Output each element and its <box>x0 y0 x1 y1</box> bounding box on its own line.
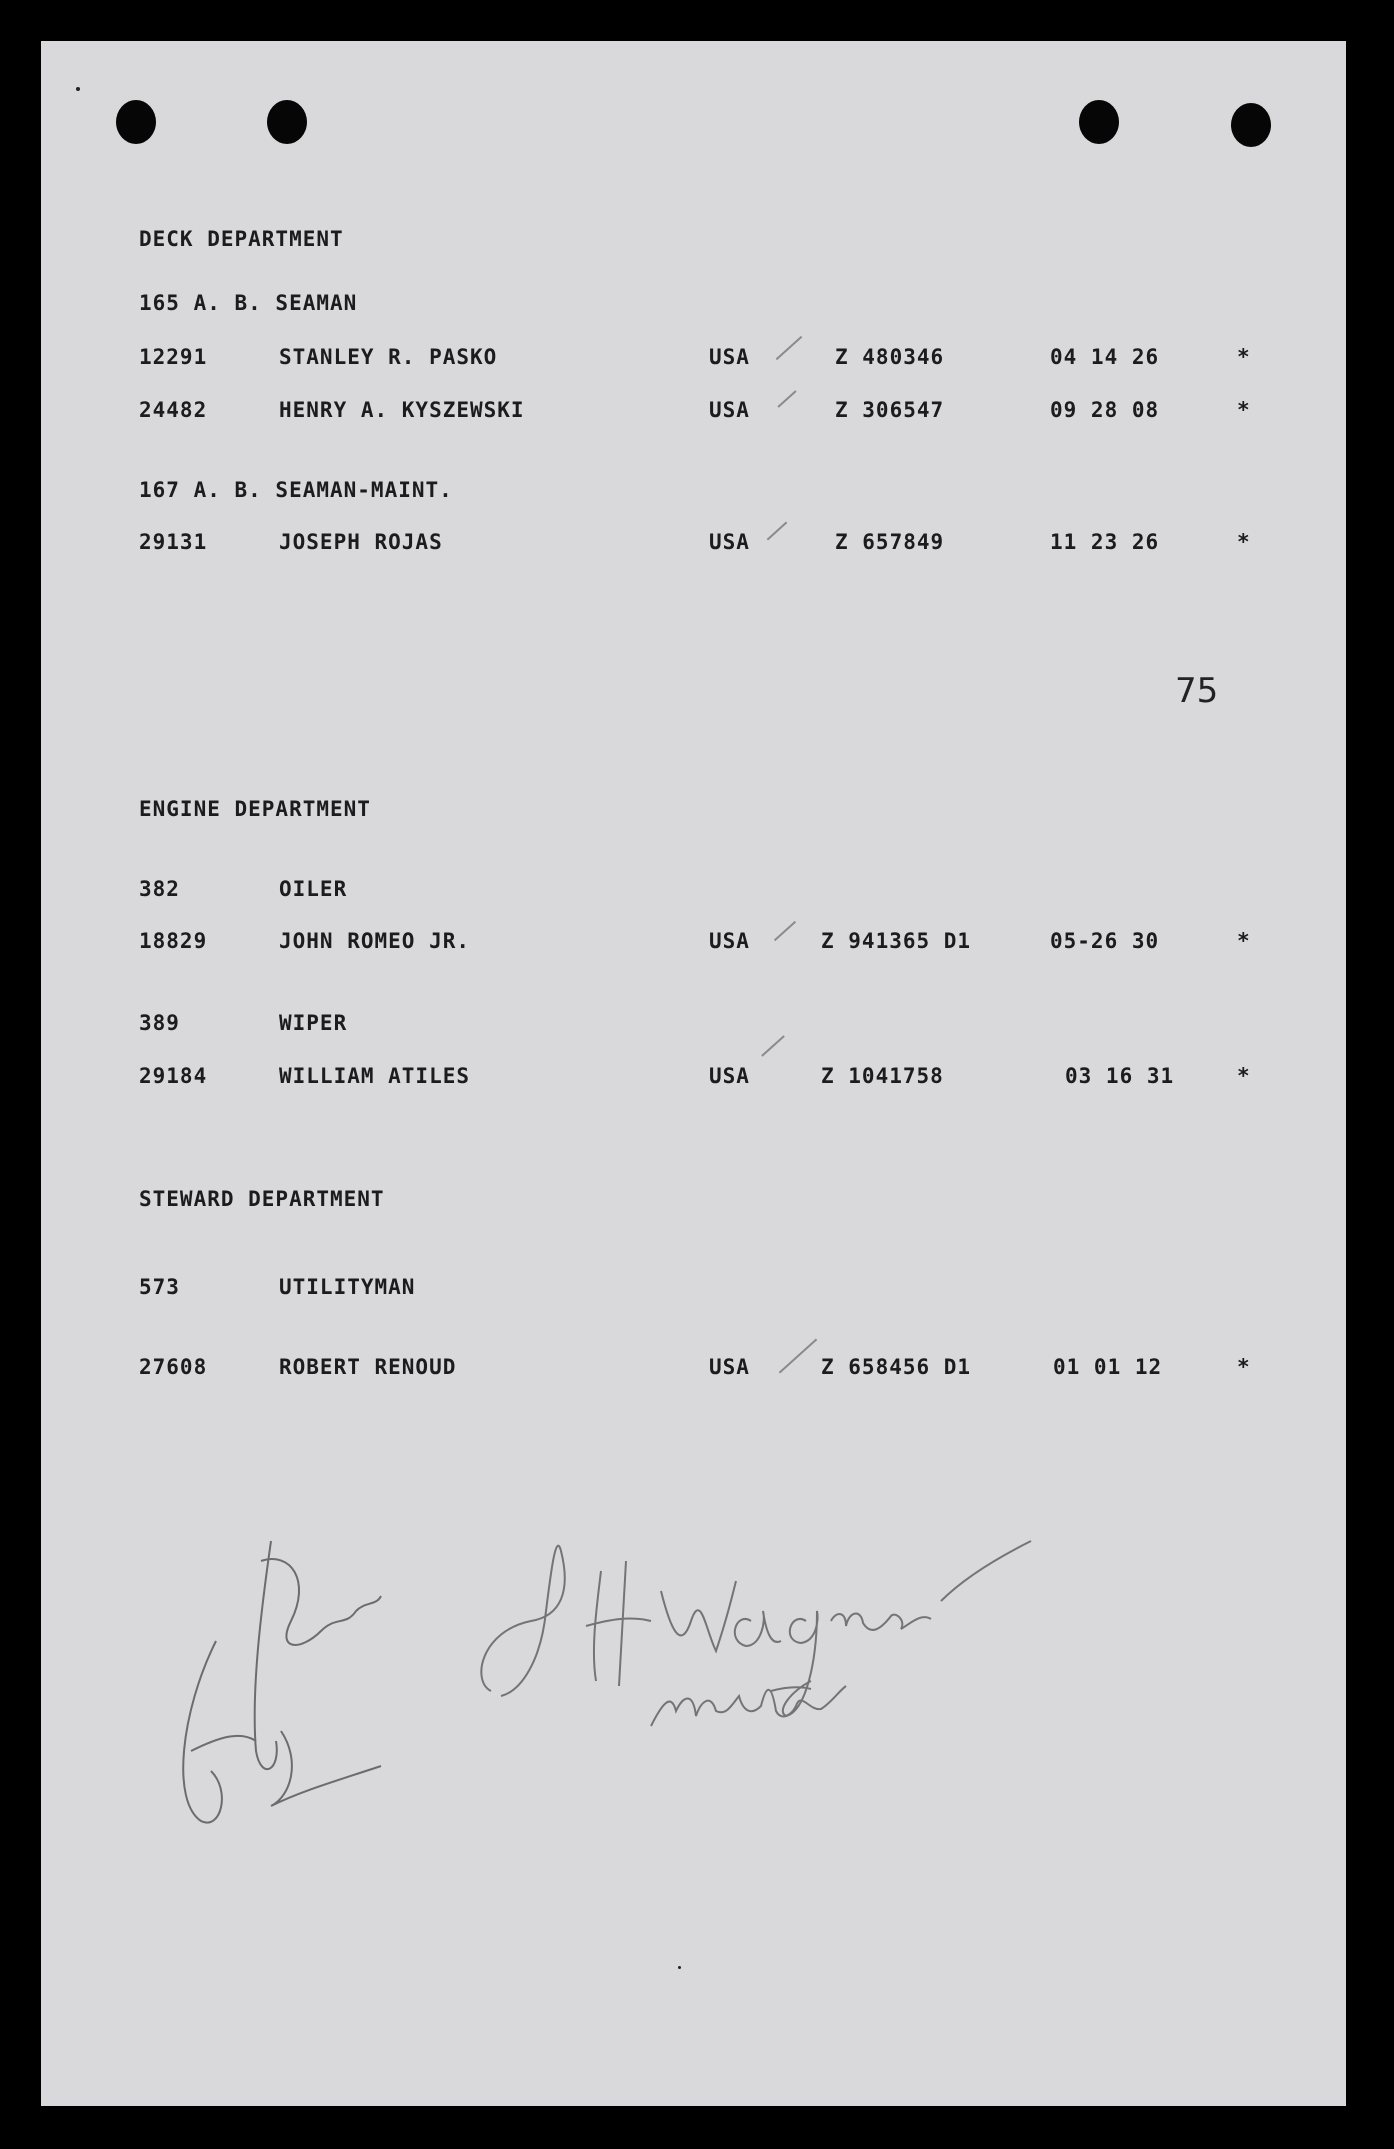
steward-department-heading: STEWARD DEPARTMENT <box>139 1187 385 1211</box>
crew-name: STANLEY R. PASKO <box>279 345 498 369</box>
check-mark <box>776 336 803 360</box>
crew-number: 24482 <box>139 398 208 422</box>
crew-z-number: Z 941365 D1 <box>821 929 972 953</box>
crew-name: JOHN ROMEO JR. <box>279 929 471 953</box>
crew-z-number: Z 1041758 <box>821 1064 944 1088</box>
crew-z-number: Z 658456 D1 <box>821 1355 972 1379</box>
rating-heading: UTILITYMAN <box>279 1275 416 1299</box>
crew-mark: * <box>1237 345 1251 369</box>
crew-number: 18829 <box>139 929 208 953</box>
engine-department-heading: ENGINE DEPARTMENT <box>139 797 371 821</box>
crew-nationality: USA <box>709 398 750 422</box>
crew-number: 29184 <box>139 1064 208 1088</box>
punch-hole <box>267 100 307 144</box>
rating-heading: WIPER <box>279 1011 348 1035</box>
check-mark <box>774 921 796 941</box>
crew-mark: * <box>1237 1064 1251 1088</box>
document-page <box>41 41 1346 2106</box>
crew-date: 04 14 26 <box>1050 345 1160 369</box>
crew-name: JOSEPH ROJAS <box>279 530 443 554</box>
crew-name: ROBERT RENOUD <box>279 1355 457 1379</box>
crew-z-number: Z 306547 <box>835 398 945 422</box>
crew-name: HENRY A. KYSZEWSKI <box>279 398 525 422</box>
crew-number: 29131 <box>139 530 208 554</box>
crew-nationality: USA <box>709 345 750 369</box>
crew-nationality: USA <box>709 1355 750 1379</box>
punch-hole <box>1079 100 1119 144</box>
crew-mark: * <box>1237 530 1251 554</box>
crew-mark: * <box>1237 398 1251 422</box>
crew-date: 09 28 08 <box>1050 398 1160 422</box>
rating-heading: 167 A. B. SEAMAN-MAINT. <box>139 478 453 502</box>
crew-z-number: Z 657849 <box>835 530 945 554</box>
page-number: 75 <box>1175 671 1219 711</box>
rating-code: 573 <box>139 1275 180 1299</box>
check-mark <box>761 1035 785 1057</box>
punch-hole <box>1231 103 1271 147</box>
crew-number: 27608 <box>139 1355 208 1379</box>
punch-hole <box>116 100 156 144</box>
crew-number: 12291 <box>139 345 208 369</box>
crew-name: WILLIAM ATILES <box>279 1064 471 1088</box>
rating-code: 382 <box>139 877 180 901</box>
crew-date: 05-26 30 <box>1050 929 1160 953</box>
crew-z-number: Z 480346 <box>835 345 945 369</box>
speck <box>678 1966 681 1969</box>
crew-nationality: USA <box>709 1064 750 1088</box>
rating-heading: OILER <box>279 877 348 901</box>
crew-nationality: USA <box>709 530 750 554</box>
signature-left <box>161 1521 421 1851</box>
check-mark <box>777 390 796 408</box>
deck-department-heading: DECK DEPARTMENT <box>139 227 344 251</box>
speck <box>76 87 80 91</box>
crew-nationality: USA <box>709 929 750 953</box>
rating-heading: 165 A. B. SEAMAN <box>139 291 358 315</box>
signature-right <box>451 1511 1051 1751</box>
crew-date: 01 01 12 <box>1053 1355 1163 1379</box>
check-mark <box>767 522 788 541</box>
crew-mark: * <box>1237 929 1251 953</box>
crew-date: 11 23 26 <box>1050 530 1160 554</box>
check-mark <box>779 1339 817 1374</box>
crew-mark: * <box>1237 1355 1251 1379</box>
rating-code: 389 <box>139 1011 180 1035</box>
crew-date: 03 16 31 <box>1065 1064 1175 1088</box>
